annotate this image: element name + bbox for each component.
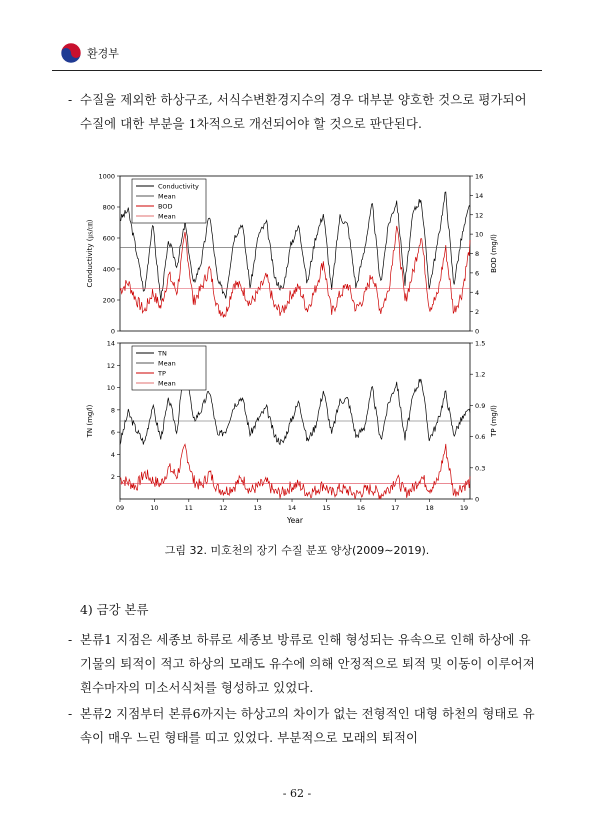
- y-tick-label: 12: [106, 361, 115, 370]
- x-tick-label: 16: [356, 504, 365, 512]
- x-tick-label: 15: [322, 504, 331, 512]
- figure-caption: 그림 32. 미호천의 장기 수질 분포 양상(2009∼2019).: [164, 544, 430, 557]
- legend-label: TN: [158, 349, 167, 358]
- y-right-tick-label: 1.2: [475, 370, 486, 379]
- legend-label: TP: [158, 369, 166, 378]
- legend-label: Mean: [158, 379, 176, 388]
- x-axis-label: Year: [287, 516, 303, 525]
- y-axis-label: TN (mg/l): [86, 404, 94, 438]
- y-tick-label: 6: [110, 428, 115, 437]
- y-right-tick-label: 4: [475, 288, 480, 297]
- y-right-tick-label: 0.3: [475, 464, 486, 473]
- x-tick-label: 13: [253, 504, 262, 512]
- x-tick-label: 09: [115, 504, 125, 512]
- paragraph-2: - 본류1 지점은 세종보 하류로 세종보 방류로 인해 형성되는 유속으로 인해 하상에 유기물의 퇴적이 적고 하상의 모래도 유수에 의해 안정적으로 퇴적 및 이동이 이루어져 흰수마자의 미소서식처를 형성하고 있었다.: [68, 632, 535, 695]
- series-line-tp: [120, 444, 470, 500]
- x-tick-label: 19: [459, 504, 469, 512]
- y-tick-label: 4: [110, 450, 115, 459]
- organization-name: 환경부: [87, 47, 119, 60]
- y-right-tick-label: 6: [475, 269, 480, 278]
- y-axis-label: Conductivity (㎲/㎝): [86, 219, 94, 288]
- y-tick-label: 200: [102, 296, 115, 305]
- page-number: - 62 -: [282, 787, 312, 800]
- chart-panel-conductivity-bod: [86, 173, 498, 336]
- y-tick-label: 14: [106, 339, 115, 348]
- y-right-axis-label: TP (mg/l): [490, 405, 498, 437]
- y-tick-label: 8: [110, 406, 115, 415]
- legend-label: Mean: [158, 192, 176, 201]
- y-right-tick-label: 10: [475, 230, 484, 239]
- x-tick-label: 18: [425, 504, 434, 512]
- y-tick-label: 800: [102, 203, 115, 212]
- y-right-tick-label: 2: [475, 308, 480, 317]
- y-tick-label: 10: [106, 384, 115, 393]
- y-right-tick-label: 16: [475, 172, 484, 181]
- section-title: 4) 금강 본류: [80, 602, 149, 617]
- y-tick-label: 600: [102, 234, 115, 243]
- x-tick-label: 17: [391, 504, 400, 512]
- y-right-tick-label: 0.6: [475, 433, 486, 442]
- y-right-tick-label: 14: [475, 191, 484, 200]
- y-right-tick-label: 8: [475, 250, 480, 258]
- paragraph-1: - 수질을 제외한 하상구조, 서식수변환경지수의 경우 대부분 양호한 것으로 평가되어 수질에 대한 부분을 1차적으로 개선되어야 할 것으로 판단된다.: [68, 92, 527, 131]
- y-right-tick-label: 0: [475, 495, 480, 504]
- y-right-tick-label: 12: [475, 211, 484, 220]
- y-right-tick-label: 0.9: [475, 401, 486, 410]
- y-tick-label: 2: [110, 473, 115, 482]
- y-right-tick-label: 1.5: [475, 339, 486, 348]
- legend-label: BOD: [158, 202, 173, 211]
- legend-label: Mean: [158, 359, 176, 368]
- legend-label: Conductivity: [158, 182, 199, 191]
- chart-panel-tn-tp: [86, 340, 498, 526]
- paragraph-3: - 본류2 지점부터 본류6까지는 하상고의 차이가 없는 전형적인 대형 하천의 형태로 유속이 매우 느린 형태를 띠고 있었다. 부분적으로 모래의 퇴적이: [68, 706, 535, 745]
- series-line-bod: [120, 226, 470, 318]
- y-tick-label: 400: [102, 265, 115, 274]
- y-right-tick-label: 0: [475, 327, 480, 336]
- x-tick-label: 11: [184, 504, 193, 512]
- y-right-axis-label: BOD (mg/l): [490, 234, 498, 273]
- x-tick-label: 12: [219, 504, 228, 512]
- y-tick-label: 0: [110, 327, 115, 336]
- y-tick-label: 1000: [98, 172, 115, 181]
- legend-label: Mean: [158, 212, 176, 221]
- x-tick-label: 14: [287, 504, 297, 512]
- x-tick-label: 10: [150, 504, 159, 512]
